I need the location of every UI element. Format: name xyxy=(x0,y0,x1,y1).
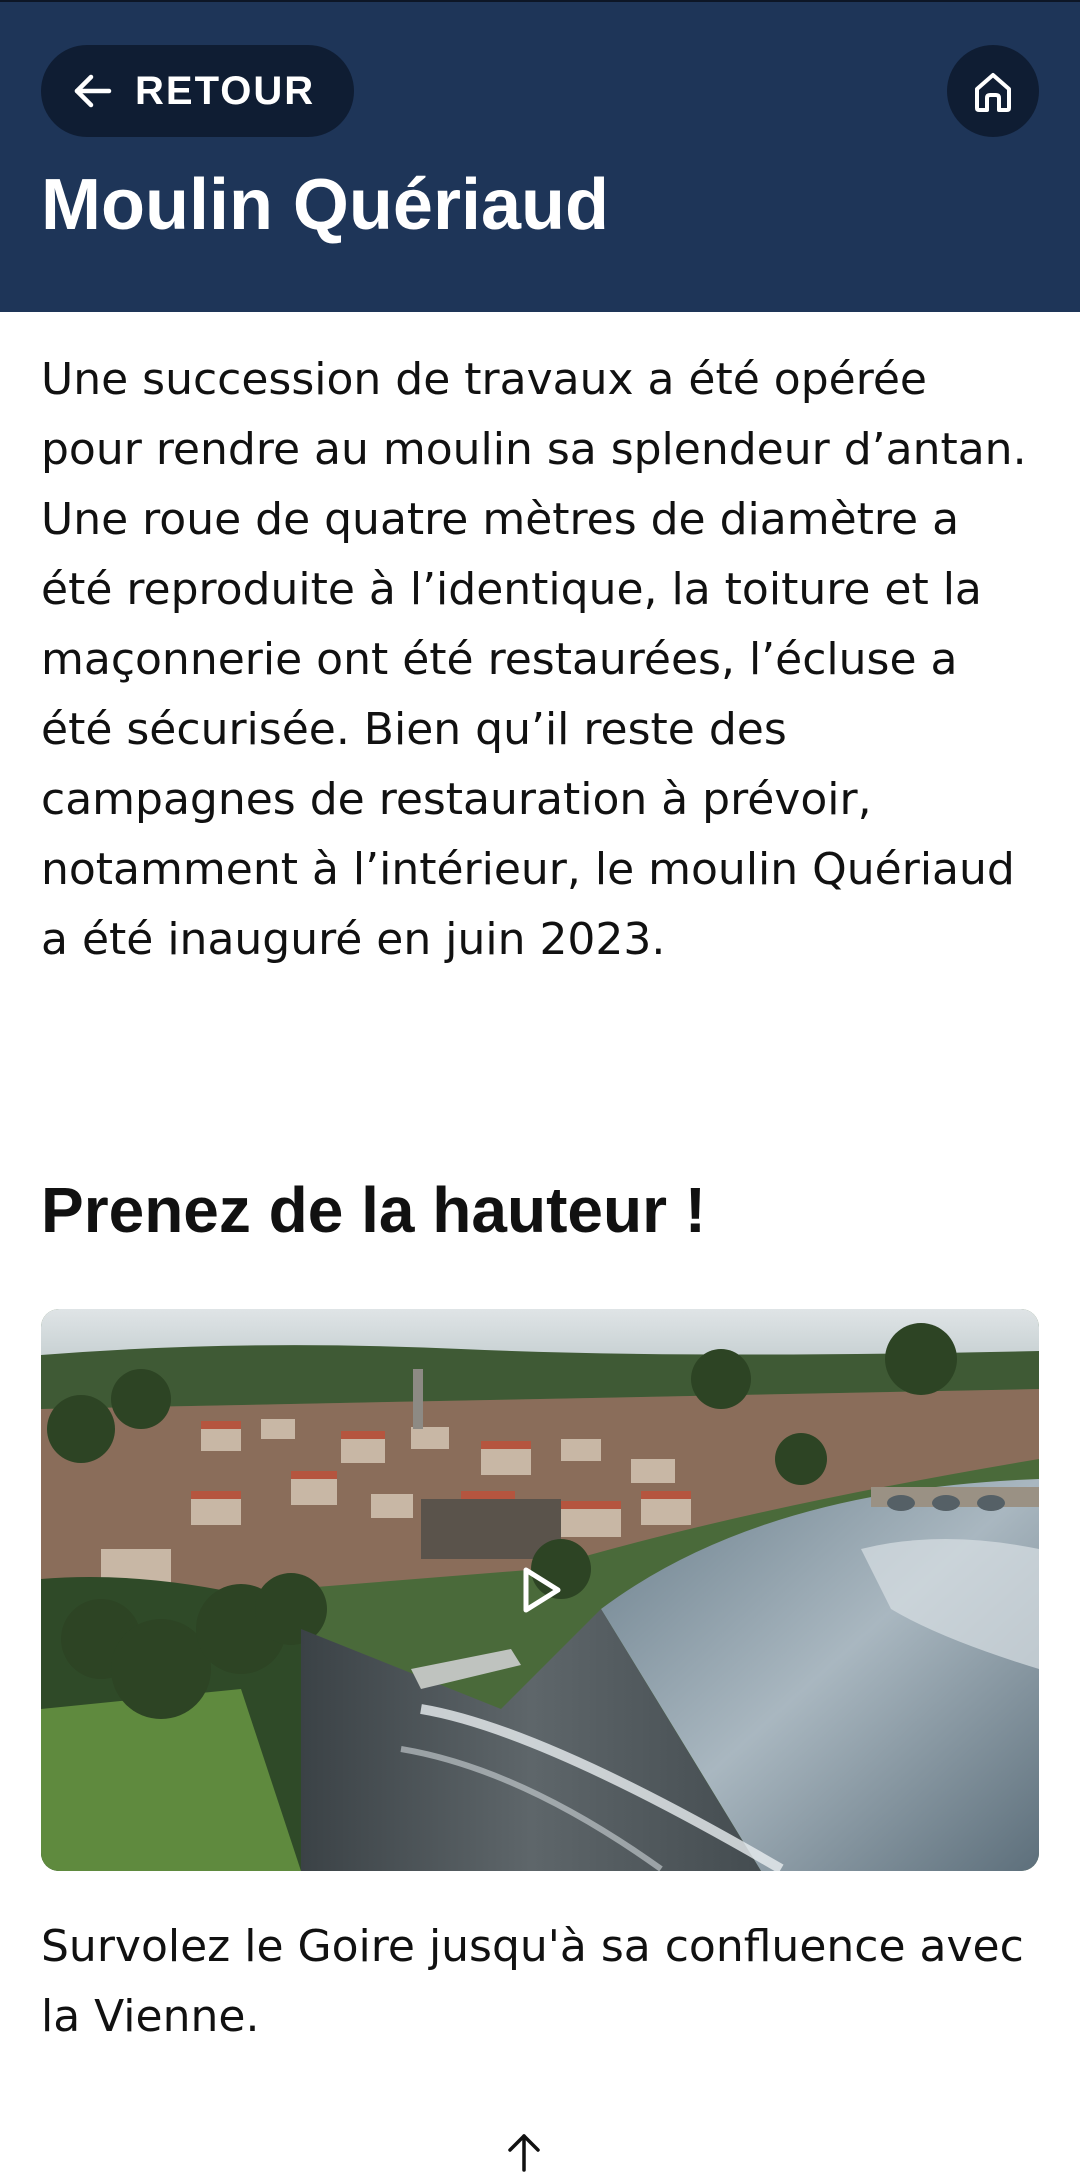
description-paragraph: Une succession de travaux a été opérée pour rendre au moulin sa splendeur d’antan. Une roue de quatre mètres de diamètre a été reproduite à l’identique, la toiture et la maçonnerie ont été restaurées, l’écluse a été sécurisée. Bien qu’il reste des campagnes de restauration à prévoir, notamment à l’intérieur, le moulin Quériaud a été inauguré en juin 2023. xyxy=(41,354,1027,965)
back-button[interactable] xyxy=(41,45,354,137)
video-player[interactable] xyxy=(41,1309,1039,1871)
arrow-up-icon[interactable] xyxy=(502,2130,546,2174)
home-icon xyxy=(969,67,1017,115)
play-icon[interactable] xyxy=(512,1562,568,1618)
home-button[interactable] xyxy=(947,45,1039,137)
top-header xyxy=(0,0,1080,312)
page-title: Moulin Quériaud xyxy=(41,165,609,245)
back-button-label: RETOUR xyxy=(135,68,316,113)
section-title: Prenez de la hauteur ! xyxy=(41,1174,707,1246)
video-caption: Survolez le Goire jusqu'à sa confluence avec la Vienne. xyxy=(41,1921,1024,2042)
arrow-left-icon xyxy=(69,67,117,115)
